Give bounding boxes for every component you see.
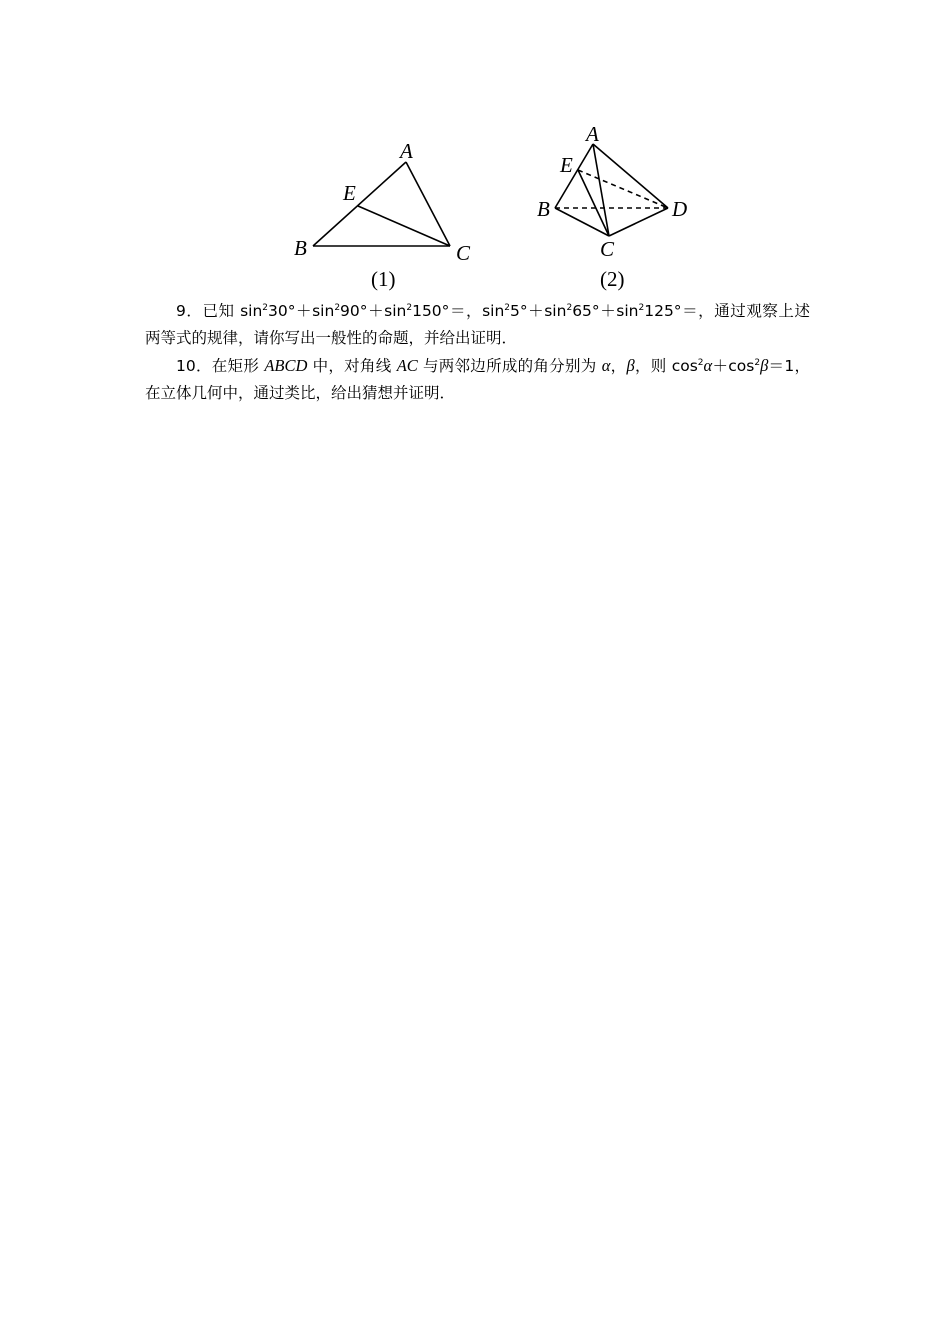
edge-AD — [593, 144, 668, 208]
fig2-label-C: C — [600, 237, 615, 261]
problem-9-text: 30°＋sin — [268, 302, 335, 320]
fig2-label-D: D — [672, 197, 688, 221]
math-italic: ABCD — [264, 356, 308, 375]
geometry-figures — [280, 120, 720, 295]
segment-EC — [358, 206, 450, 246]
math-italic: α — [601, 356, 611, 375]
fig1-label-B: B — [294, 236, 307, 260]
problem-9 — [145, 298, 810, 352]
edge-AC — [593, 144, 609, 236]
edge-AC — [406, 162, 450, 246]
superscript: 2 — [697, 358, 704, 368]
problem-9-text: 5°＋sin — [510, 302, 567, 320]
superscript: 2 — [638, 303, 645, 313]
superscript: 2 — [504, 303, 511, 313]
superscript: 2 — [566, 303, 573, 313]
problem-9-text: 90°＋sin — [340, 302, 407, 320]
math-italic: α — [703, 356, 713, 375]
problem-10-text: ，则 cos — [634, 357, 698, 375]
superscript: 2 — [754, 358, 761, 368]
problem-10-text: 与两邻边所成的角分别为 — [417, 357, 602, 375]
problems — [145, 298, 810, 407]
superscript: 2 — [406, 303, 413, 313]
problem-10-text: 在矩形 — [211, 357, 265, 375]
figures — [280, 120, 720, 295]
problem-10-text: ， — [610, 357, 627, 375]
math-italic: β — [626, 356, 635, 375]
superscript: 2 — [334, 303, 341, 313]
figure-1-caption: (1) — [371, 267, 396, 291]
fig1-label-C: C — [456, 241, 471, 265]
edge-AB — [313, 162, 406, 246]
problem-9-number: 9． — [176, 302, 203, 320]
problem-10-text: 中，对角线 — [307, 357, 397, 375]
math-italic: AC — [396, 356, 418, 375]
superscript: 2 — [262, 303, 269, 313]
problem-9-text: 65°＋sin — [572, 302, 639, 320]
segment-EC — [578, 170, 609, 236]
problem-10-text: ＝1，在立体几何中，通过类比，给出猜想并证明． — [145, 357, 810, 402]
fig2-label-B: B — [537, 197, 550, 221]
problem-10-text: ＋cos — [712, 357, 755, 375]
segment-ED-hidden — [578, 170, 668, 208]
figure-1-triangle — [313, 162, 450, 246]
problem-9-text: 已知 sin — [202, 302, 263, 320]
figure-2-caption: (2) — [600, 267, 625, 291]
fig2-label-A: A — [586, 122, 599, 146]
problem-10-number: 10． — [176, 357, 212, 375]
edge-CD — [609, 208, 668, 236]
fig2-label-E: E — [560, 153, 573, 177]
math-italic: β — [760, 356, 769, 375]
problem-10 — [145, 352, 810, 407]
problem-9-text: 150°＝，sin — [412, 302, 505, 320]
fig1-label-A: A — [400, 139, 413, 163]
edge-BC — [555, 208, 609, 236]
problem-9-text: 125°＝，通过观察上述两等式的规律，请你写出一般性的命题，并给出证明． — [145, 302, 810, 347]
fig1-label-E: E — [343, 181, 356, 205]
